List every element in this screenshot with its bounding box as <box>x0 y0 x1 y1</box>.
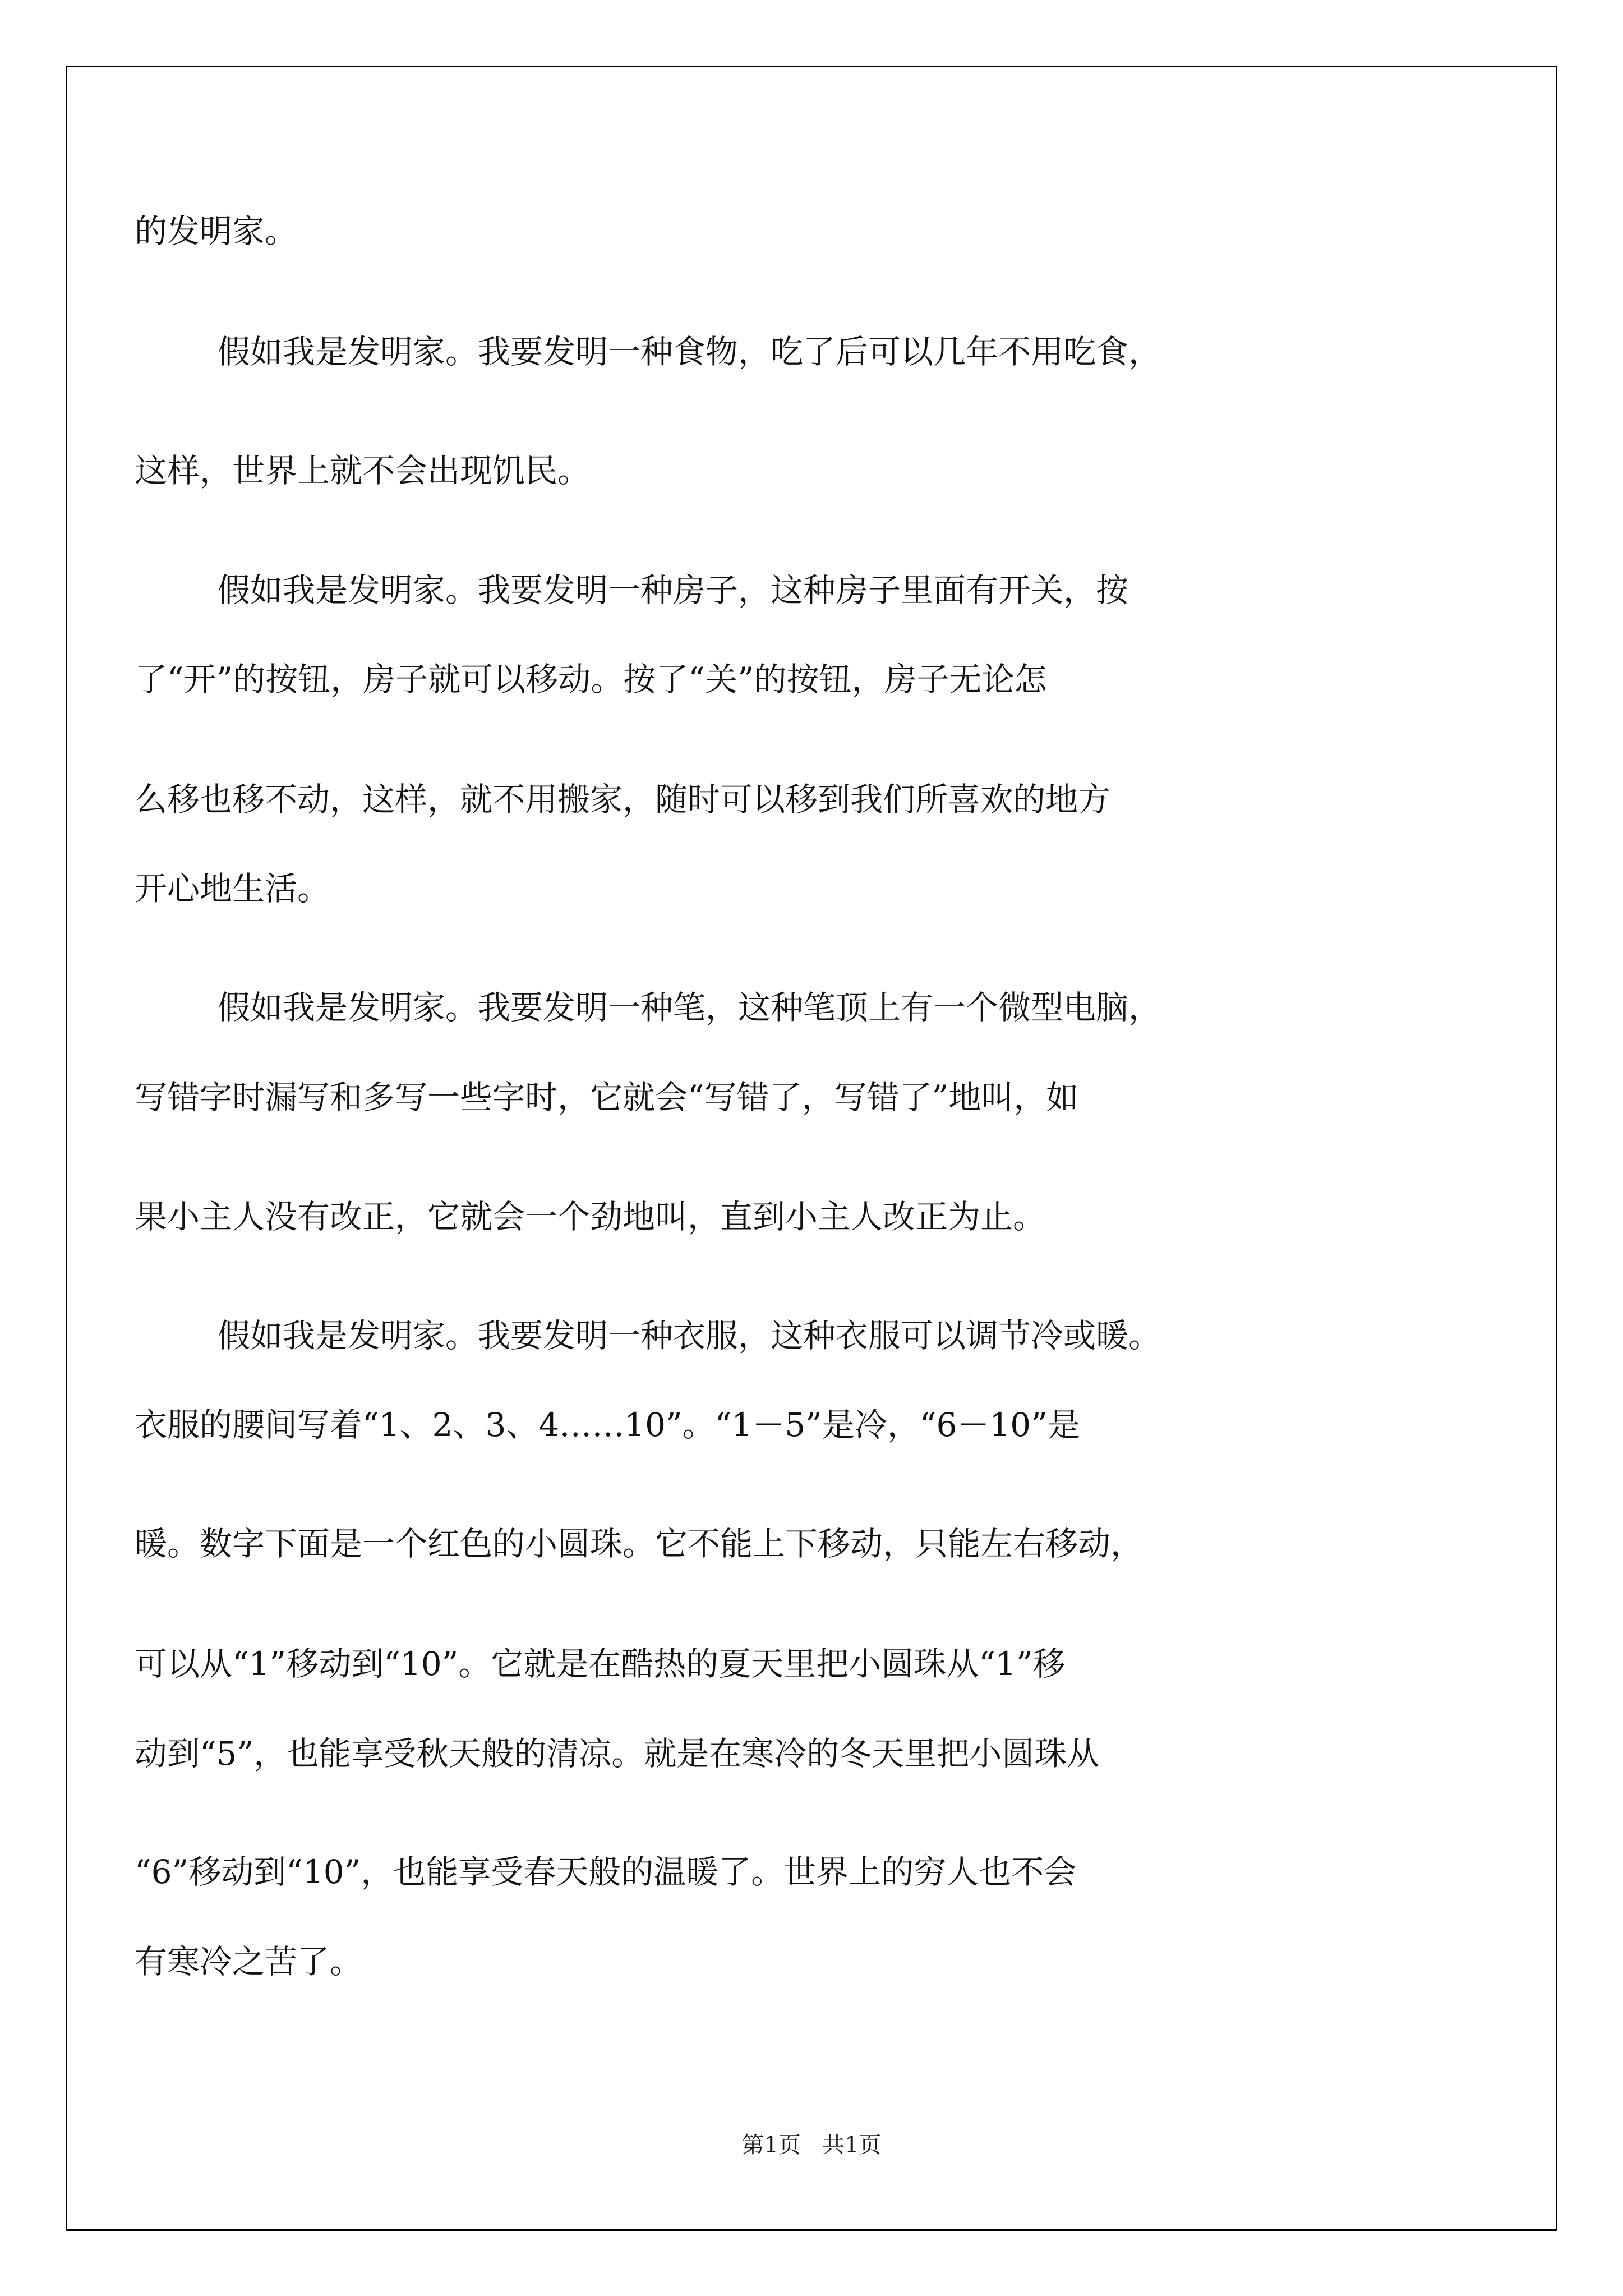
text-line: 写错字时漏写和多写一些字时，它就会“写错了，写错了”地叫，如 <box>135 1078 1079 1116</box>
page-number-footer: 第1页 共1页 <box>741 2132 882 2158</box>
text-line: 这样，世界上就不会出现饥民。 <box>135 452 591 490</box>
page-border <box>66 66 1557 2231</box>
text-line: 开心地生活。 <box>135 869 330 908</box>
text-line: 动到“5”，也能享受秋天般的清凉。就是在寒冷的冬天里把小圆珠从 <box>135 1734 1100 1773</box>
text-line: 衣服的腰间写着“1、2、3、4……10”。“1－5”是冷，“6－10”是 <box>135 1406 1080 1444</box>
text-line: “6”移动到“10”，也能享受春天般的温暖了。世界上的穷人也不会 <box>135 1853 1077 1891</box>
paragraph-line: 假如我是发明家。我要发明一种笔，这种笔顶上有一个微型电脑， <box>218 988 1161 1027</box>
paragraph-line: 假如我是发明家。我要发明一种食物，吃了后可以几年不用吃食， <box>218 333 1161 371</box>
text-line: 有寒冷之苦了。 <box>135 1943 363 1981</box>
text-line: 的发明家。 <box>135 212 298 250</box>
paragraph-line: 假如我是发明家。我要发明一种衣服，这种衣服可以调节冷或暖。 <box>218 1317 1161 1355</box>
text-line: 可以从“1”移动到“10”。它就是在酷热的夏天里把小圆珠从“1”移 <box>135 1645 1066 1683</box>
text-line: 了“开”的按钮，房子就可以移动。按了“关”的按钮，房子无论怎 <box>135 660 1047 698</box>
text-line: 果小主人没有改正，它就会一个劲地叫，直到小主人改正为止。 <box>135 1198 1046 1236</box>
text-line: 暖。数字下面是一个红色的小圆珠。它不能上下移动，只能左右移动， <box>135 1525 1144 1563</box>
paragraph-line: 假如我是发明家。我要发明一种房子，这种房子里面有开关，按 <box>218 571 1129 609</box>
text-line: 么移也移不动，这样，就不用搬家，随时可以移到我们所喜欢的地方 <box>135 780 1111 818</box>
